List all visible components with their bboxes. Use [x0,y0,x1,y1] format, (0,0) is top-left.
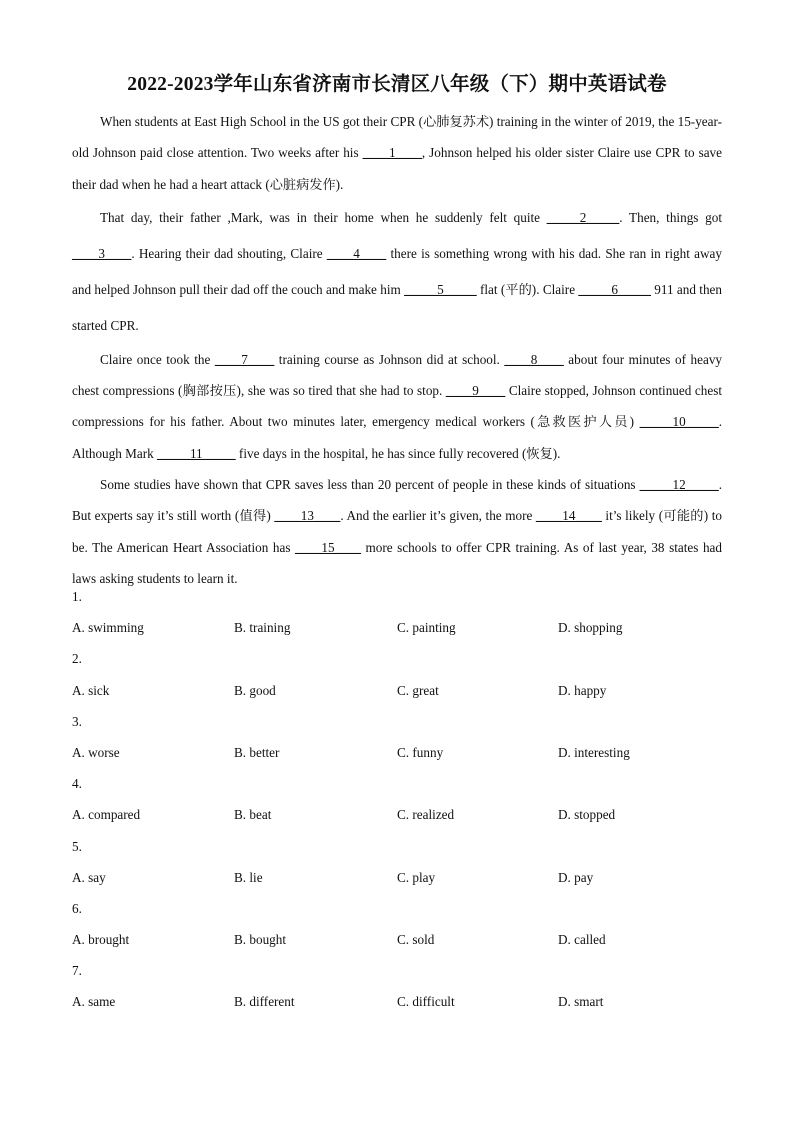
option-d[interactable]: D. happy [558,682,607,698]
text: it’s likely (可能的) to be. The American Heart Association has [72,508,722,555]
option-c[interactable]: C. sold [397,932,435,948]
option-c[interactable]: C. realized [397,807,455,823]
paragraph-4 [72,469,722,594]
option-b[interactable]: B. better [234,744,280,760]
text: Some studies have shown that CPR saves less than 20 percent of people in these kinds of situations [100,477,640,493]
option-row [72,924,732,955]
option-c[interactable]: C. painting [397,620,456,636]
option-c[interactable]: C. funny [397,744,444,760]
question-number: 3. [72,713,82,729]
blank-3: ____3____ [72,245,132,261]
option-a[interactable]: A. compared [72,807,141,823]
text: training course as Johnson did at school. [274,351,505,367]
blank-10: _____10_____ [639,414,719,430]
option-a[interactable]: A. sick [72,682,110,698]
option-d[interactable]: D. called [558,932,606,948]
option-b[interactable]: B. bought [234,932,287,948]
text: . Hearing their dad shouting, Claire [131,245,327,261]
paragraph-3 [72,344,722,469]
text: . Then, things got [619,209,722,225]
text: five days in the hospital, he has since fully recovered (恢复). [235,445,561,461]
text: . And the earlier it’s given, the more [340,508,536,524]
option-b[interactable]: B. different [234,994,295,1010]
option-row [72,737,732,768]
blank-15: ____15____ [295,539,361,555]
blank-12: _____12_____ [639,477,719,493]
blank-9: ____9____ [445,383,506,399]
blank-13: ____13____ [274,508,341,524]
blank-5: _____5_____ [404,281,477,297]
cloze-passage [72,106,722,594]
text: about four minutes of heavy chest compressions (胸部按压), she was so tired that she had to stop. [72,351,723,399]
option-row [72,862,732,893]
option-a[interactable]: A. brought [72,932,130,948]
text: . Although Mark [72,414,722,461]
option-a[interactable]: A. say [72,869,106,885]
text: Claire stopped, Johnson continued chest compressions for his father. About two minutes later, emergency medical workers (急救医护人员) [72,383,722,430]
text: . But experts say it’s still worth (值得) [72,477,722,524]
option-d[interactable]: D. smart [558,994,604,1010]
blank-6: _____6_____ [578,281,651,297]
blank-4: ____4____ [326,245,387,261]
option-c[interactable]: C. difficult [397,994,455,1010]
question-number: 5. [72,838,82,854]
option-d[interactable]: D. shopping [558,620,623,636]
exam-title: 2022-2023学年山东省济南市长清区八年级（下）期中英语试卷 [127,74,667,95]
option-a[interactable]: A. worse [72,744,120,760]
paragraph-2 [72,200,722,344]
text: , Johnson helped his older sister Claire use CPR to save their dad when he had a heart attack (心脏病发作). [72,145,723,192]
blank-11: _____11_____ [156,445,236,461]
option-c[interactable]: C. play [397,869,436,885]
option-b[interactable]: B. training [234,620,291,636]
blank-14: ____14____ [535,508,602,524]
text: there is something wrong with his dad. She ran in right away and helped Johnson pull their dad off the couch and make him [72,245,722,297]
option-d[interactable]: D. pay [558,869,594,885]
option-row [72,799,732,830]
question-number: 4. [72,776,82,792]
text: When students at East High School in the US got their CPR (心肺复苏术) training in the winter of 2019, the 15-year-old Johnson paid close attention. Two weeks after his [72,114,723,161]
option-row [72,675,732,706]
option-b[interactable]: B. lie [234,869,263,885]
blank-2: _____2_____ [546,209,620,225]
text: flat (平的). Claire [476,281,579,297]
option-d[interactable]: D. stopped [558,807,616,823]
blank-1: ____1____ [362,145,422,161]
option-b[interactable]: B. good [234,682,276,698]
question-number: 7. [72,963,82,979]
text: 911 and then started CPR. [72,281,723,333]
option-row [72,986,732,1017]
text: Claire once took the [100,351,215,367]
blank-8: ____8____ [504,351,564,367]
option-b[interactable]: B. beat [234,807,272,823]
text: That day, their father ,Mark, was in their home when he suddenly felt quite [100,209,547,225]
option-row [72,612,732,643]
question-list [72,581,732,1018]
text: more schools to offer CPR training. As of last year, 38 states had laws asking students to learn it. [72,539,722,586]
option-a[interactable]: A. same [72,994,116,1010]
blank-7: ____7____ [214,351,275,367]
option-d[interactable]: D. interesting [558,744,630,760]
question-number: 1. [72,589,82,604]
option-c[interactable]: C. great [397,682,439,698]
option-a[interactable]: A. swimming [72,620,144,636]
question-number: 2. [72,651,82,667]
question-number: 6. [72,900,82,916]
paragraph-1 [72,106,722,200]
